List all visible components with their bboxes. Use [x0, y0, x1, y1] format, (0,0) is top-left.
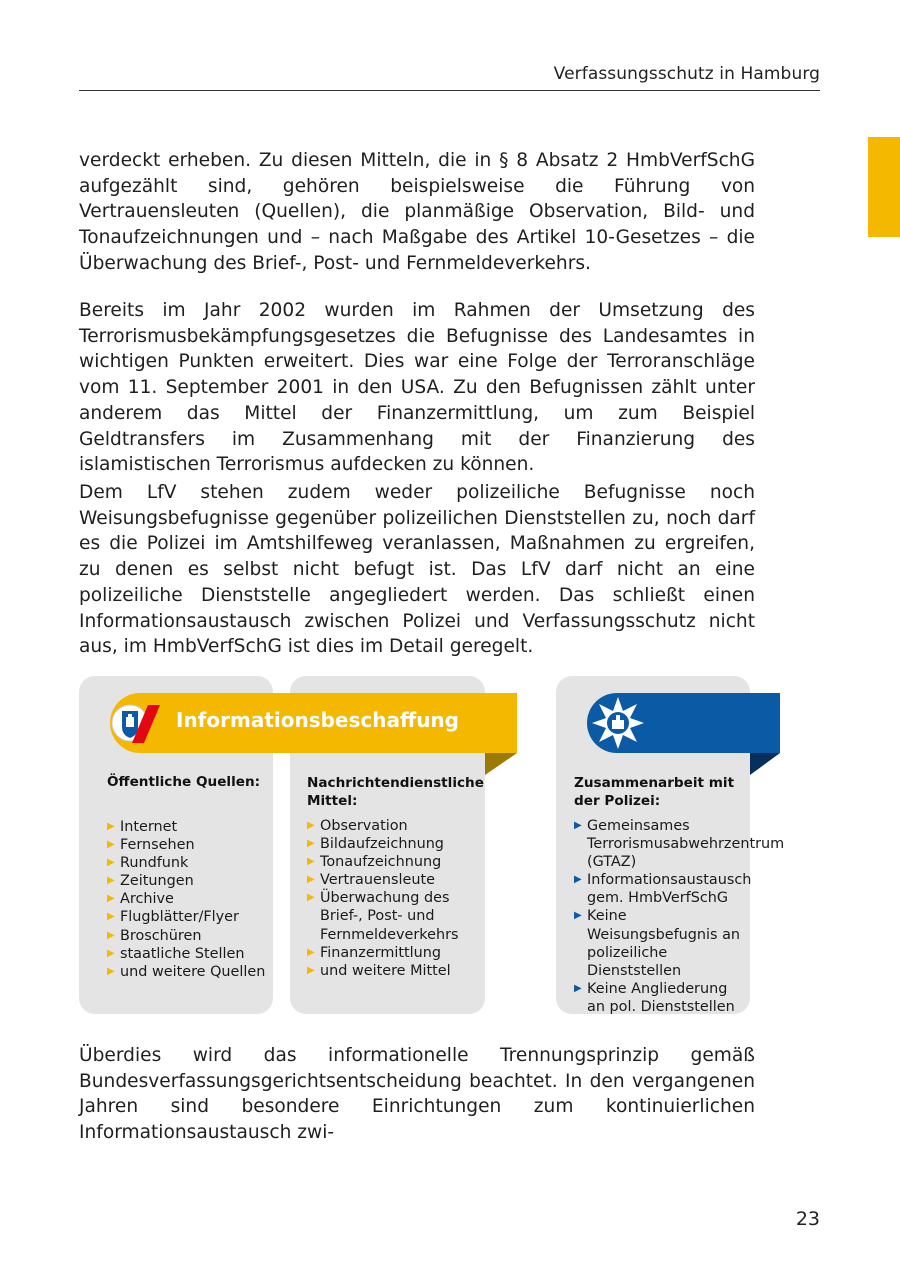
- list-item: ▶ Keine Angliederung an pol. Dienststellen: [574, 980, 735, 1015]
- triangle-right-icon: ▶: [574, 910, 582, 922]
- police-star-icon: [587, 690, 649, 756]
- list-item: ▶ Internet: [107, 819, 178, 835]
- paragraph-4: Überdies wird das informationelle Trennungsprinzip gemäß Bundesverfassungsgerichtsentscheidung beachtet. In den vergangenen Jahren sind besondere Einrichtungen zum kontinuierlichen Informationsaustausch zwi-: [79, 1045, 755, 1144]
- paragraph-3: Dem LfV stehen zudem weder polizeiliche Befugnisse noch Weisungsbefugnisse gegenüber polizeilichen Dienststellen zu, noch darf es die Polizei im Amtshilfeweg veranlassen, Maßnahmen zu ergreifen, zu denen es selbst nicht befugt ist. Das LfV darf nicht an eine polizeiliche Dienststelle angegliedert werden. Das schließt einen Informationsaustausch zwischen Polizei und Verfassungsschutz nicht aus, im HmbVerfSchG ist dies im Detail geregelt.: [79, 482, 755, 658]
- list-item: ▶ Vertrauensleute: [307, 872, 435, 889]
- list-intelligence-means: [307, 817, 482, 980]
- list-item: ▶ staatliche Stellen: [107, 945, 245, 962]
- triangle-right-icon: ▶: [574, 874, 582, 886]
- list-item: ▶ Tonaufzeichnung: [307, 854, 442, 871]
- list-item: ▶ Überwachung des Brief-, Post- und Fernmeldeverkehrs: [307, 890, 459, 943]
- list-police-cooperation: [574, 817, 785, 1016]
- triangle-right-icon: ▶: [574, 982, 582, 994]
- triangle-right-icon: ▶: [107, 839, 115, 851]
- banner-fold-blue: [750, 753, 780, 775]
- triangle-right-icon: ▶: [107, 857, 115, 869]
- column-heading-intelligence-means: Nachrichtendienstliche Mittel:: [307, 775, 484, 809]
- page-number: 23: [795, 1208, 820, 1230]
- list-item: ▶ Finanzermittlung: [307, 944, 442, 961]
- list-item: ▶ Informationsaustausch gem. HmbVerfSchG: [574, 872, 752, 907]
- triangle-right-icon: ▶: [307, 964, 315, 976]
- triangle-right-icon: ▶: [307, 856, 315, 868]
- list-item: ▶ Archive: [107, 891, 174, 908]
- triangle-right-icon: ▶: [307, 946, 315, 958]
- triangle-right-icon: ▶: [574, 820, 582, 831]
- triangle-right-icon: ▶: [307, 892, 315, 904]
- list-item: ▶ und weitere Quellen: [107, 963, 266, 980]
- list-item: ▶ Rundfunk: [107, 855, 189, 872]
- chapter-tab-marker: [868, 137, 900, 237]
- triangle-right-icon: ▶: [107, 911, 115, 923]
- triangle-right-icon: ▶: [107, 965, 115, 977]
- banner-title: Informationsbeschaffung: [176, 708, 459, 732]
- list-item: ▶ und weitere Mittel: [307, 962, 451, 979]
- list-item: ▶ Keine Weisungsbefugnis an polizeiliche Dienststellen: [574, 908, 741, 979]
- running-header: Verfassungsschutz in Hamburg: [553, 64, 820, 84]
- list-public-sources: [107, 818, 272, 981]
- list-item: ▶ Flugblätter/Flyer: [107, 909, 239, 926]
- list-item: ▶ Gemeinsames Terrorismusabwehrzentrum (GTAZ): [574, 818, 785, 871]
- list-item: ▶ Observation: [307, 818, 408, 834]
- triangle-right-icon: ▶: [307, 874, 315, 886]
- triangle-right-icon: ▶: [307, 820, 315, 831]
- triangle-right-icon: ▶: [107, 947, 115, 959]
- lfv-emblem-icon: [110, 693, 166, 753]
- list-item: ▶ Bildaufzeichnung: [307, 836, 444, 853]
- triangle-right-icon: ▶: [107, 821, 115, 832]
- column-heading-police-cooperation: Zusammenarbeit mit der Polizei:: [574, 775, 735, 809]
- triangle-right-icon: ▶: [307, 838, 315, 850]
- triangle-right-icon: ▶: [107, 929, 115, 941]
- paragraph-1: verdeckt erheben. Zu diesen Mitteln, die in § 8 Absatz 2 HmbVerfSchG aufgezählt sind, gehören beispielsweise die Führung von Vertrauensleuten (Quellen), die planmäßige Observation, Bild- und Tonaufzeichnungen und – nach Maßgabe des Artikel 10-Gesetzes – die Überwachung des Brief-, Post- und Fernmeldeverkehrs.: [79, 150, 755, 274]
- header-rule: [79, 90, 820, 91]
- banner-fold-yellow: [485, 753, 517, 775]
- triangle-right-icon: ▶: [107, 893, 115, 905]
- paragraph-2: Bereits im Jahr 2002 wurden im Rahmen der Umsetzung des Terrorismusbekämpfungsgesetzes die Befugnisse des Landesamtes in wichtigen Punkten erweitert. Dies war eine Folge der Terroranschläge vom 11. September 2001 in den USA. Zu den Befugnissen zählt unter anderem das Mittel der Finanzermittlung, um zum Beispiel Geldtransfers im Zusammenhang mit der Finanzierung des islamistischen Terrorismus aufdecken zu können.: [79, 300, 755, 476]
- triangle-right-icon: ▶: [107, 875, 115, 887]
- list-item: ▶ Zeitungen: [107, 873, 194, 890]
- list-item: ▶ Fernsehen: [107, 837, 195, 854]
- column-heading-public-sources: Öffentliche Quellen:: [107, 774, 261, 790]
- list-item: ▶ Broschüren: [107, 927, 202, 944]
